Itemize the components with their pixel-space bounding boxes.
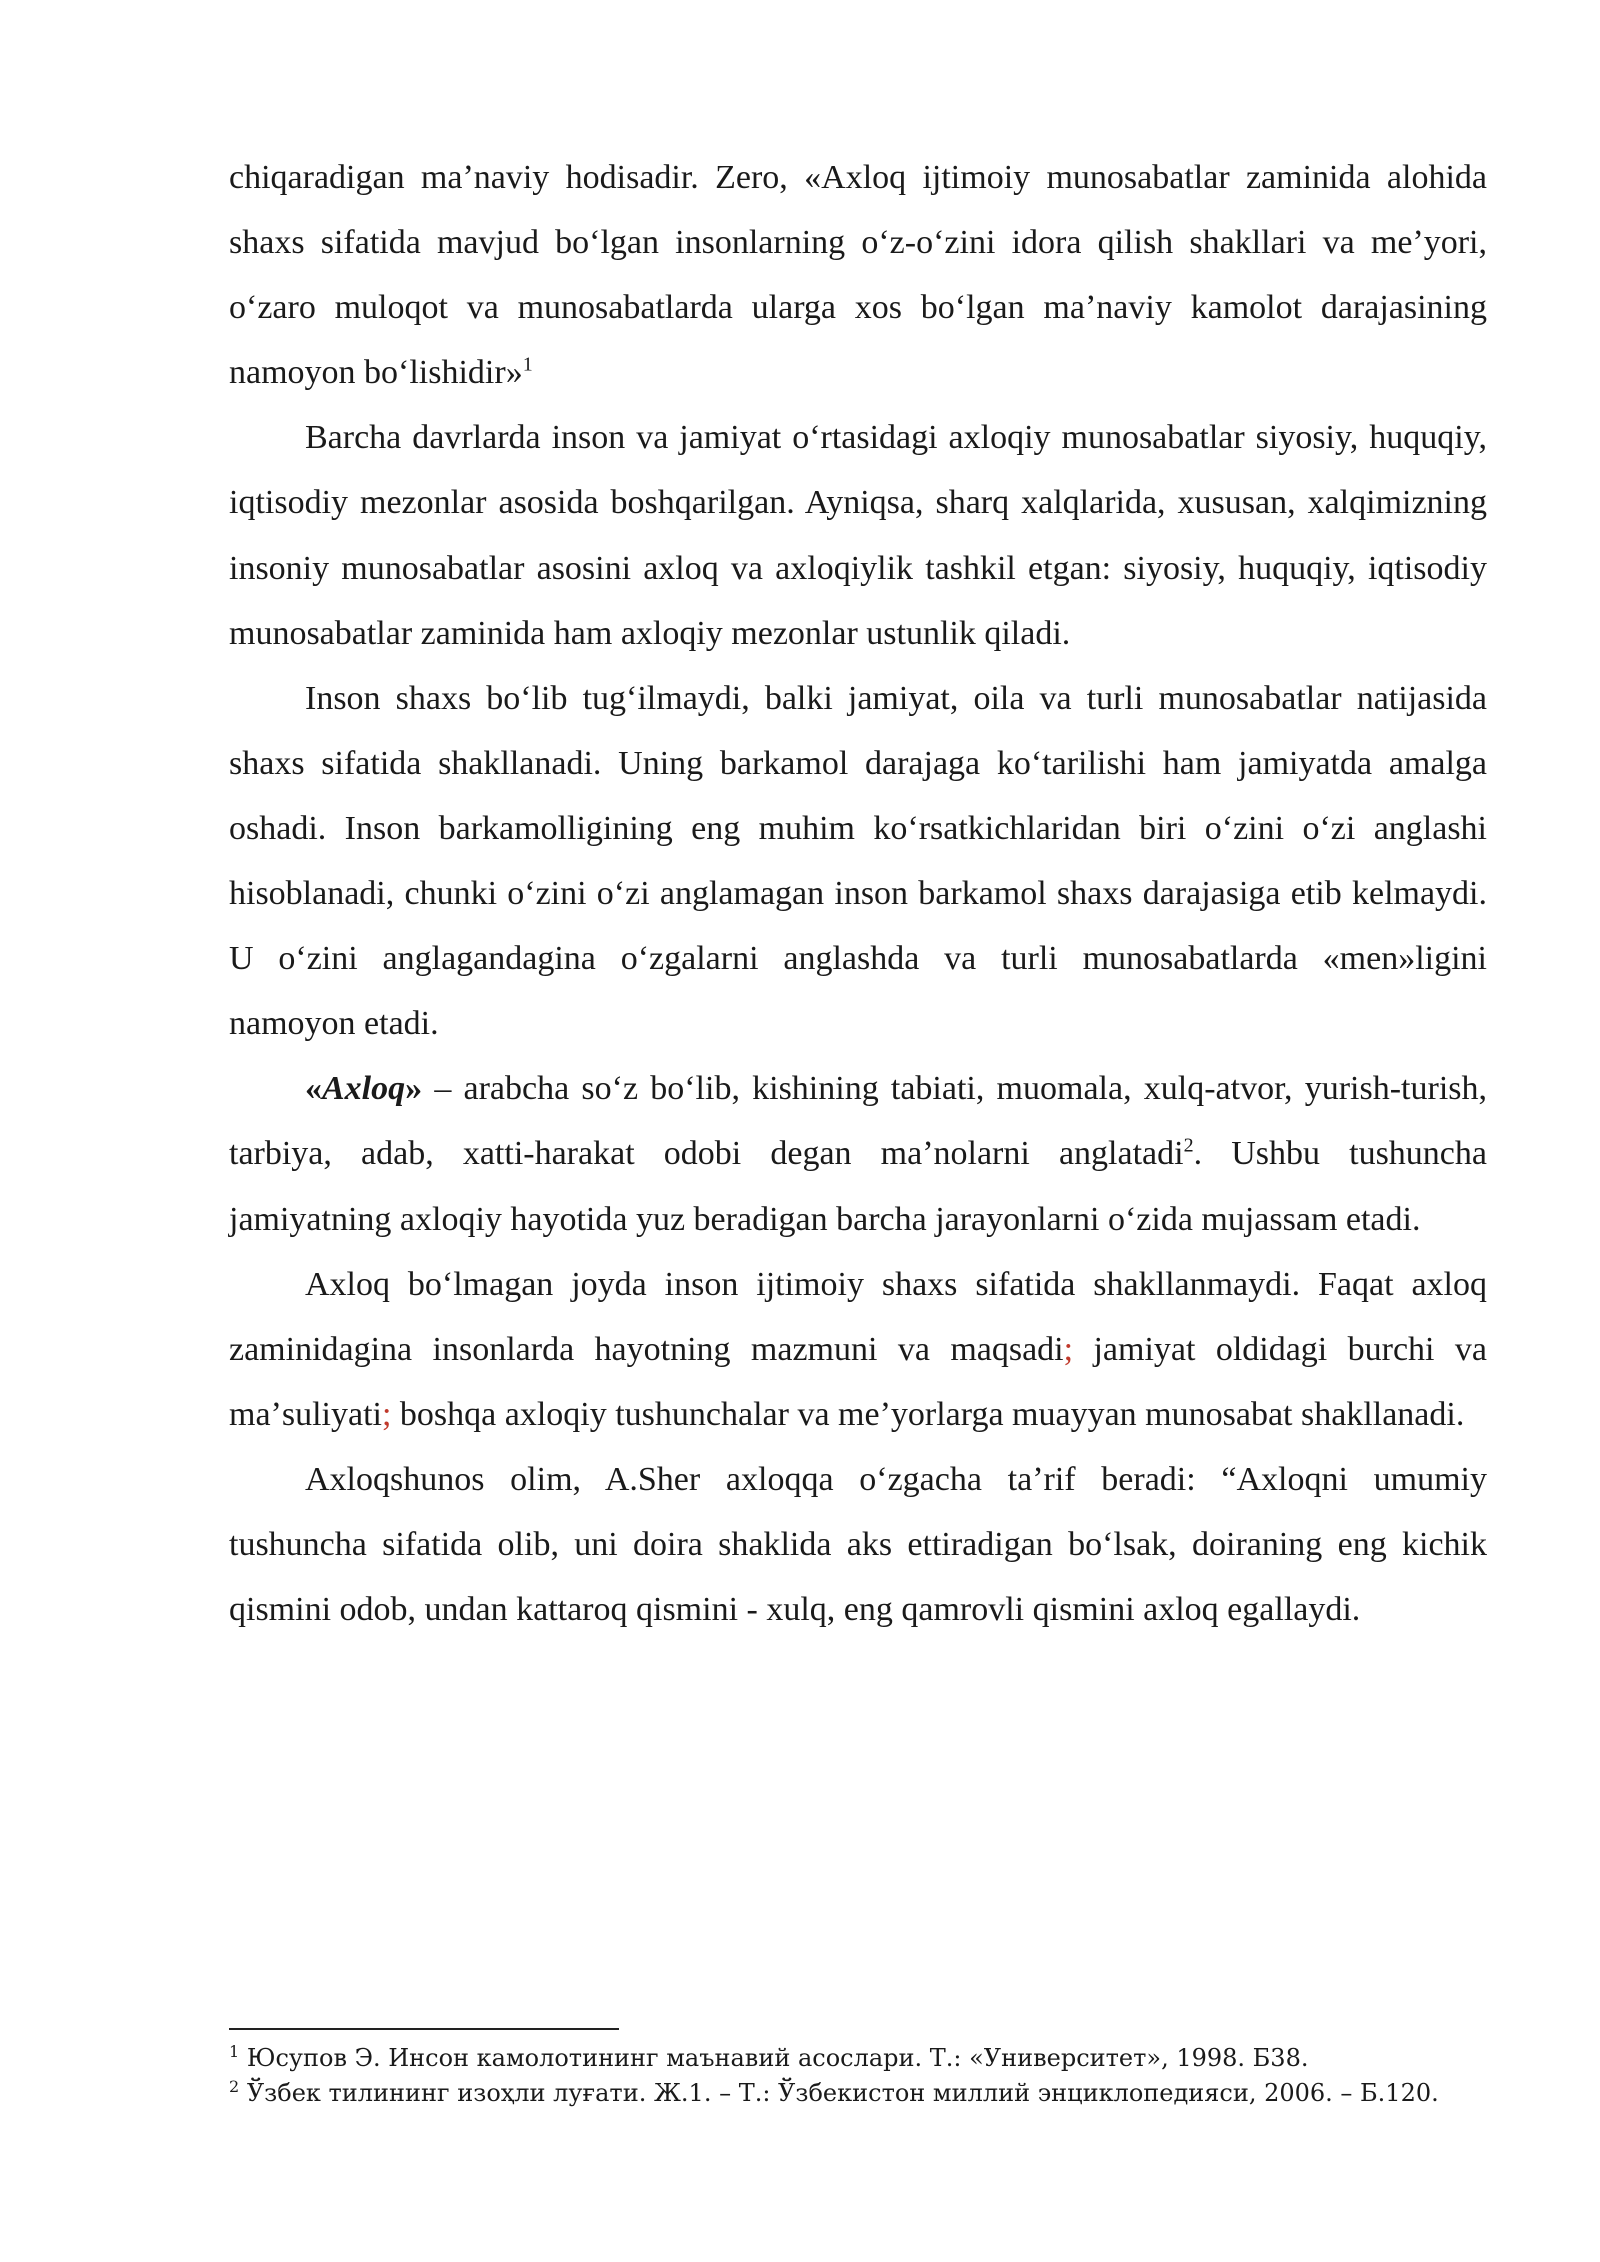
footnote-2-number: 2: [229, 2077, 240, 2096]
paragraph-5-text-a: Axloq boʻlmagan joyda inson ijtimoiy shaxs sifatida shakllanmaydi. Faqat axloq zaminidagina insonlarda hayotning mazmuni va maqsadi: [229, 1265, 1487, 1368]
paragraph-1: [229, 145, 1487, 405]
footnote-1-number: 1: [229, 2042, 240, 2061]
body-text: [229, 145, 1487, 1642]
footnote-ref-1: 1: [522, 353, 533, 376]
term-axloq: Axloq: [322, 1070, 406, 1108]
paragraph-5-text-c: boshqa axloqiy tushunchalar va meʼyorlarga muayyan munosabat shakllanadi.: [391, 1395, 1465, 1433]
paragraph-5-text-b: jamiyat oldidagi burchi va maʼsuliyati: [229, 1330, 1487, 1433]
paragraph-2-text: Barcha davrlarda inson va jamiyat oʻrtasidagi axloqiy munosabatlar siyosiy, huquqiy, iqtisodiy mezonlar asosida boshqarilgan. Ayniqsa, sharq xalqlarida, xususan, xalqimizning insoniy munosabatlar asosini axloq va axloqiylik tashkil etgan: siyosiy, huquqiy, iqtisodiy munosabatlar zaminida ham axloqiy mezonlar ustunlik qiladi.: [229, 419, 1487, 652]
term-definition: [305, 1070, 422, 1107]
semicolon-accent-2: ;: [381, 1395, 392, 1433]
paragraph-6: [229, 1447, 1487, 1642]
footnote-1-text: Юсупов Э. Инсон камолотининг маънавий асослари. Т.: «Университет», 1998. Б38.: [239, 2044, 1309, 2072]
paragraph-1-text: chiqaradigan maʼnaviy hodisadir. Zero, «Axloq ijtimoiy munosabatlar zaminida alohida shaxs sifatida mavjud boʻlgan insonlarning oʻz-oʻzini idora qilish shakllari va meʼyori, oʻzaro muloqot va munosabatlarda ularga xos boʻlgan maʼnaviy kamolot darajasining namoyon boʻlishidir»: [229, 159, 1487, 392]
footnote-separator: [229, 2028, 619, 2030]
term-open-quote: «: [305, 1070, 322, 1108]
paragraph-6-text: Axloqshunos olim, A.Sher axloqqa oʻzgacha taʼrif beradi: “Axloqni umumiy tushuncha sifatida olib, uni doira shaklida aks ettiradigan boʻlsak, doiraning eng kichik qismini odob, undan kattaroq qismini - xulq, eng qamrovli qismini axloq egallaydi.: [229, 1460, 1487, 1629]
footnote-ref-2: 2: [1183, 1135, 1194, 1158]
footnotes: [229, 2041, 1487, 2111]
paragraph-5: [229, 1252, 1487, 1447]
footnote-2-text: Ўзбек тилининг изоҳли луғати. Ж.1. – Т.: Ўзбекистон миллий энциклопедияси, 2006. – Б.120.: [239, 2079, 1439, 2107]
paragraph-3-text: Inson shaxs boʻlib tugʻilmaydi, balki jamiyat, oila va turli munosabatlar natijasida shaxs sifatida shakllanadi. Uning barkamol darajaga koʻtarilishi ham jamiyatda amalga oshadi. Inson barkamolligining eng muhim koʻrsatkichlaridan biri oʻzini oʻzi anglashi hisoblanadi, chunki oʻzini oʻzi anglamagan inson barkamol shaxs darajasiga etib kelmaydi. U oʻzini anglagandagina oʻzgalarni anglashda va turli munosabatlarda «men»ligini namoyon etadi.: [229, 679, 1487, 1043]
footnote-2: [229, 2076, 1487, 2111]
paragraph-4: [229, 1056, 1487, 1251]
paragraph-3: [229, 666, 1487, 1057]
semicolon-accent-1: ;: [1063, 1330, 1074, 1368]
paragraph-4-text-a: – arabcha soʻz boʻlib, kishining tabiati, muomala, xulq-atvor, yurish-turish, tarbiya, adab, xatti-harakat odobi degan maʼnolarni anglatadi: [229, 1070, 1487, 1173]
paragraph-2: [229, 405, 1487, 665]
term-close-quote: »: [405, 1070, 423, 1108]
paragraph-4-text-b: . Ushbu tushuncha jamiyatning axloqiy hayotida yuz beradigan barcha jarayonlarni oʻzida mujassam etadi.: [229, 1135, 1487, 1238]
footnote-1: [229, 2041, 1487, 2076]
